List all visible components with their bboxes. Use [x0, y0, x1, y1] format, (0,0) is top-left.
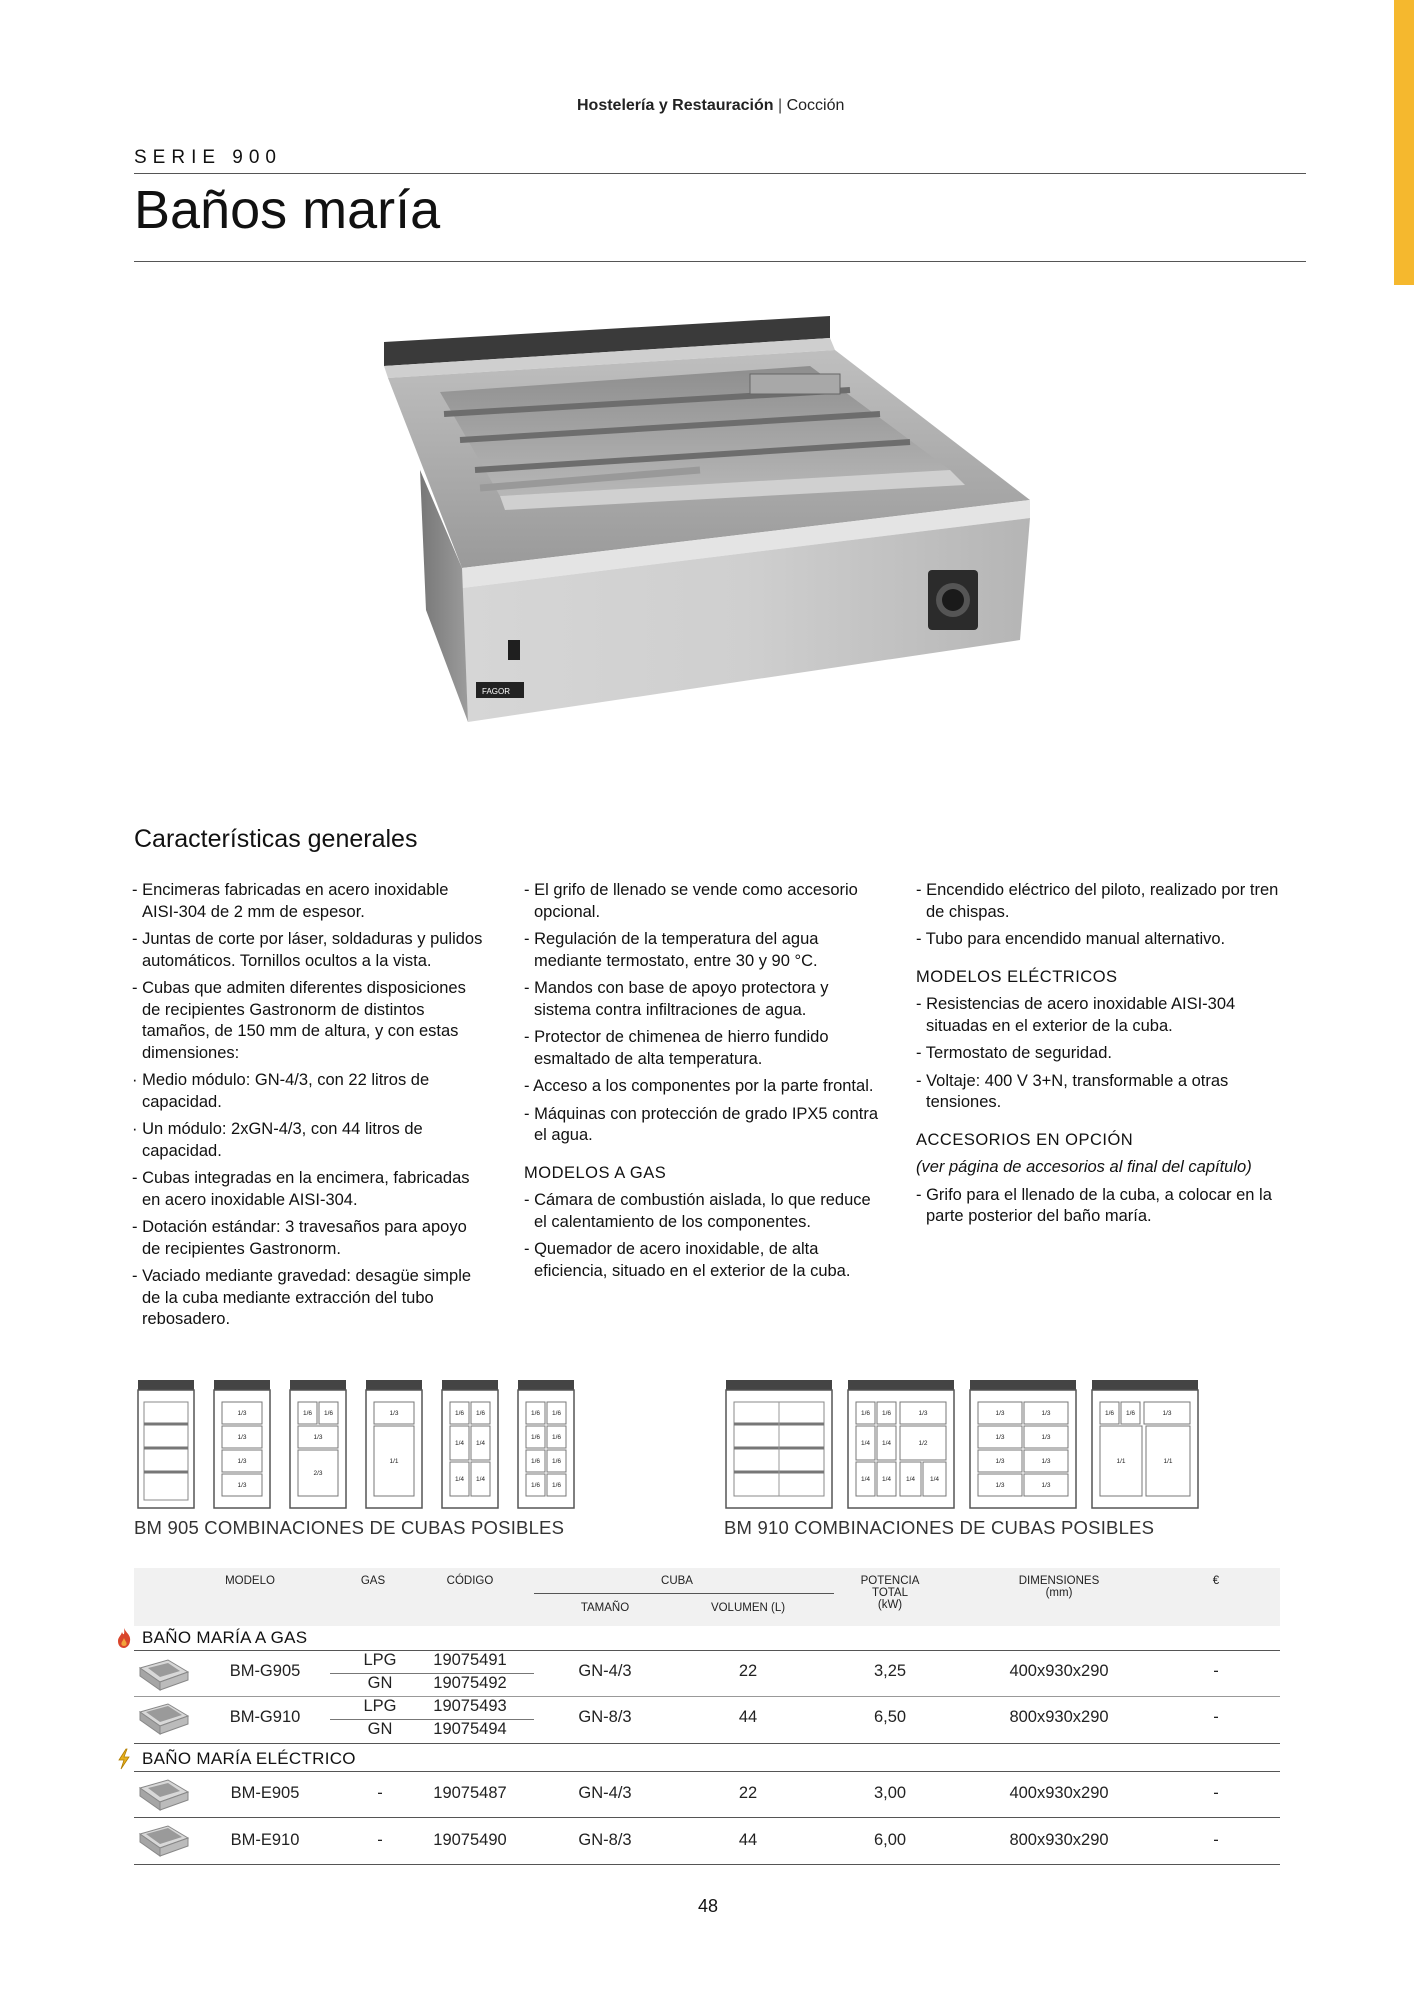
svg-text:1/6: 1/6 — [323, 1410, 334, 1417]
subsection-heading: MODELOS A GAS — [524, 1163, 667, 1182]
bm905-combo-4 — [366, 1380, 422, 1508]
cell-potencia: 3,00 — [873, 1784, 907, 1802]
chapter-tab — [1394, 0, 1414, 285]
th-dimensiones-line1: DIMENSIONES — [1018, 1575, 1100, 1587]
cell-codigo: 19075491 — [433, 1651, 507, 1669]
feature-item: - Encendido eléctrico del piloto, realizado por tren de chispas. — [916, 881, 1279, 921]
feature-item: - Tubo para encendido manual alternativo. — [916, 930, 1226, 948]
svg-text:1/6: 1/6 — [551, 1410, 562, 1417]
bm905-combo-5 — [442, 1380, 498, 1508]
svg-text:1/1: 1/1 — [1163, 1458, 1173, 1465]
svg-text:1/3: 1/3 — [237, 1434, 247, 1441]
bm905-caption: BM 905 COMBINACIONES DE CUBAS POSIBLES — [134, 1517, 565, 1538]
feature-item: - Cubas integradas en la encimera, fabricadas en acero inoxidable AISI-304. — [132, 1169, 470, 1209]
svg-text:1/4: 1/4 — [860, 1440, 871, 1447]
svg-text:1/6: 1/6 — [1104, 1410, 1115, 1417]
svg-text:1/6: 1/6 — [551, 1434, 562, 1441]
cell-modelo: BM-G905 — [229, 1662, 301, 1680]
svg-text:1/3: 1/3 — [1041, 1410, 1051, 1417]
svg-text:1/3: 1/3 — [995, 1434, 1005, 1441]
cell-codigo: 19075490 — [433, 1831, 507, 1849]
cell-precio: - — [1213, 1831, 1219, 1849]
svg-text:1/6: 1/6 — [475, 1410, 486, 1417]
th-volumen: VOLUMEN (L) — [710, 1602, 786, 1614]
bm905-combo-6 — [518, 1380, 574, 1508]
header-category: Hostelería y Restauración — [577, 97, 774, 114]
cell-gas: GN — [367, 1674, 393, 1692]
product-thumb-bm-g910 — [138, 1702, 190, 1736]
svg-text:1/4: 1/4 — [860, 1476, 871, 1483]
svg-text:1/3: 1/3 — [995, 1410, 1005, 1417]
features-column-1 — [132, 880, 484, 1337]
svg-text:1/4: 1/4 — [905, 1476, 916, 1483]
cell-precio: - — [1213, 1662, 1219, 1680]
cell-volumen: 22 — [738, 1784, 758, 1802]
cell-tamano: GN-8/3 — [578, 1708, 632, 1726]
svg-text:1/3: 1/3 — [1162, 1410, 1172, 1417]
svg-text:1/6: 1/6 — [454, 1410, 465, 1417]
cell-volumen: 44 — [738, 1708, 758, 1726]
feature-item: - Dotación estándar: 3 travesaños para apoyo de recipientes Gastronorm. — [132, 1218, 467, 1258]
cell-potencia: 6,00 — [873, 1831, 907, 1849]
svg-text:1/6: 1/6 — [1125, 1410, 1136, 1417]
feature-item: - Termostato de seguridad. — [916, 1044, 1112, 1062]
row-rule — [134, 1743, 1280, 1744]
feature-item: - Grifo para el llenado de la cuba, a colocar en la parte posterior del baño maría. — [916, 1185, 1272, 1225]
feature-item: - Mandos con base de apoyo protectora y sistema contra infiltraciones de agua. — [524, 979, 829, 1019]
feature-item: - Vaciado mediante gravedad: desagüe simple de la cuba mediante extracción del tubo rebosadero. — [132, 1267, 472, 1328]
th-tamano: TAMAÑO — [580, 1602, 630, 1614]
svg-text:1/4: 1/4 — [475, 1440, 486, 1447]
flame-icon — [116, 1627, 132, 1649]
bm910-combo-3 — [970, 1380, 1076, 1508]
svg-text:1/6: 1/6 — [881, 1410, 892, 1417]
page-title: Baños maría — [134, 180, 441, 240]
cell-gas: - — [377, 1784, 383, 1802]
series-label: SERIE 900 — [134, 147, 282, 168]
cell-modelo: BM-E905 — [230, 1784, 300, 1802]
cell-codigo: 19075492 — [433, 1674, 507, 1692]
running-header — [577, 97, 844, 115]
svg-text:1/6: 1/6 — [551, 1458, 562, 1465]
th-potencia-line3: (kW) — [877, 1599, 903, 1611]
cell-potencia: 3,25 — [873, 1662, 907, 1680]
svg-text:1/3: 1/3 — [313, 1434, 323, 1441]
feature-item: - Regulación de la temperatura del agua mediante termostato, entre 30 y 90 °C. — [524, 930, 819, 970]
svg-text:1/4: 1/4 — [929, 1476, 940, 1483]
svg-text:1/6: 1/6 — [551, 1482, 562, 1489]
lightning-icon — [116, 1748, 132, 1770]
cell-codigo: 19075493 — [433, 1697, 507, 1715]
pilot-light — [508, 640, 520, 660]
th-potencia-line2: TOTAL — [872, 1587, 908, 1599]
feature-item: - Juntas de corte por láser, soldaduras y pulidos automáticos. Tornillos ocultos a la vista. — [132, 930, 483, 970]
bm910-combinations — [722, 1380, 1212, 1512]
feature-item: - Máquinas con protección de grado IPX5 contra el agua. — [524, 1104, 879, 1144]
cell-gas: GN — [367, 1720, 393, 1738]
svg-text:1/3: 1/3 — [237, 1458, 247, 1465]
feature-item: · Medio módulo: GN-4/3, con 22 litros de capacidad. — [132, 1071, 430, 1111]
cell-codigo: 19075494 — [433, 1720, 507, 1738]
svg-text:1/3: 1/3 — [237, 1482, 247, 1489]
cell-modelo: BM-E910 — [230, 1831, 300, 1849]
svg-text:1/3: 1/3 — [389, 1410, 399, 1417]
th-precio: € — [1212, 1575, 1220, 1587]
cell-modelo: BM-G910 — [229, 1708, 301, 1726]
cell-gas: LPG — [363, 1697, 397, 1715]
th-potencia — [844, 1575, 936, 1611]
svg-text:1/4: 1/4 — [454, 1440, 465, 1447]
row-rule — [134, 1864, 1280, 1865]
page-number: 48 — [697, 1896, 719, 1916]
svg-text:1/3: 1/3 — [1041, 1482, 1051, 1489]
svg-text:1/3: 1/3 — [995, 1482, 1005, 1489]
svg-text:1/3: 1/3 — [237, 1410, 247, 1417]
cell-dimensiones: 400x930x290 — [1009, 1662, 1109, 1680]
cell-gas: - — [377, 1831, 383, 1849]
bm905-combinations — [134, 1380, 594, 1512]
group-label-electric: BAÑO MARÍA ELÉCTRICO — [142, 1749, 356, 1768]
th-codigo: CÓDIGO — [446, 1575, 494, 1587]
svg-text:1/4: 1/4 — [881, 1440, 892, 1447]
bm910-caption: BM 910 COMBINACIONES DE CUBAS POSIBLES — [724, 1517, 1155, 1538]
svg-text:1/3: 1/3 — [918, 1410, 928, 1417]
th-gas: GAS — [360, 1575, 386, 1587]
bm905-combo-2 — [214, 1380, 270, 1508]
svg-text:1/1: 1/1 — [389, 1458, 399, 1465]
cell-precio: - — [1213, 1784, 1219, 1802]
row-rule — [134, 1817, 1280, 1818]
product-thumb-bm-e910 — [138, 1824, 190, 1858]
bm905-combo-3 — [290, 1380, 346, 1508]
feature-item: - Protector de chimenea de hierro fundido esmaltado de alta temperatura. — [524, 1028, 829, 1068]
group-label-gas: BAÑO MARÍA A GAS — [142, 1628, 308, 1647]
brand-text: FAGOR — [482, 687, 511, 696]
th-cuba: CUBA — [661, 1575, 693, 1587]
cell-volumen: 44 — [738, 1831, 758, 1849]
header-separator: | — [777, 97, 783, 114]
svg-text:1/6: 1/6 — [302, 1410, 313, 1417]
feature-item: · Un módulo: 2xGN-4/3, con 44 litros de capacidad. — [132, 1120, 423, 1160]
cell-potencia: 6,50 — [873, 1708, 907, 1726]
subsection-heading: ACCESORIOS EN OPCIÓN — [916, 1130, 1134, 1149]
svg-text:1/6: 1/6 — [530, 1482, 541, 1489]
accessory-note: (ver página de accesorios al final del capítulo) — [916, 1158, 1252, 1176]
feature-item: - Voltaje: 400 V 3+N, transformable a otras tensiones. — [916, 1071, 1229, 1111]
feature-item: - Cámara de combustión aislada, lo que reduce el calentamiento de los componentes. — [524, 1191, 871, 1231]
cell-precio: - — [1213, 1708, 1219, 1726]
cell-tamano: GN-8/3 — [578, 1831, 632, 1849]
bm910-combo-1 — [726, 1380, 832, 1508]
feature-item: - Resistencias de acero inoxidable AISI-304 situadas en el exterior de la cuba. — [916, 995, 1236, 1035]
group-electric-rule — [134, 1771, 1280, 1772]
cell-tamano: GN-4/3 — [578, 1784, 632, 1802]
cell-gas: LPG — [363, 1651, 397, 1669]
section-title: Características generales — [134, 825, 418, 853]
feature-item: - Acceso a los componentes por la parte frontal. — [524, 1077, 874, 1095]
svg-text:1/4: 1/4 — [881, 1476, 892, 1483]
svg-text:1/6: 1/6 — [530, 1410, 541, 1417]
bm910-combo-2 — [848, 1380, 954, 1508]
svg-text:2/3: 2/3 — [313, 1470, 323, 1477]
bm905-combo-1 — [138, 1380, 194, 1508]
product-thumb-bm-e905 — [138, 1778, 190, 1812]
svg-text:1/6: 1/6 — [530, 1434, 541, 1441]
feature-item: - El grifo de llenado se vende como accesorio opcional. — [524, 881, 858, 921]
title-bottom-rule — [134, 261, 1306, 262]
cell-dimensiones: 800x930x290 — [1009, 1708, 1109, 1726]
svg-text:1/4: 1/4 — [475, 1476, 486, 1483]
group-gas-rule — [134, 1650, 1280, 1651]
feature-item: - Encimeras fabricadas en acero inoxidable AISI-304 de 2 mm de espesor. — [132, 881, 449, 921]
feature-item: - Cubas que admiten diferentes disposiciones de recipientes Gastronorm de distintos tamaños, de 150 mm de altura, y con estas dimensiones: — [132, 979, 466, 1062]
bm910-combo-4 — [1092, 1380, 1198, 1508]
cell-tamano: GN-4/3 — [578, 1662, 632, 1680]
header-subcategory: Cocción — [786, 97, 845, 114]
product-thumb-bm-g905 — [138, 1658, 190, 1692]
subsection-heading: MODELOS ELÉCTRICOS — [916, 967, 1118, 986]
cell-volumen: 22 — [738, 1662, 758, 1680]
title-top-rule — [134, 173, 1306, 174]
th-dimensiones — [1000, 1575, 1118, 1599]
svg-text:1/4: 1/4 — [454, 1476, 465, 1483]
cuba-underline — [534, 1593, 834, 1594]
cell-codigo: 19075487 — [433, 1784, 507, 1802]
feature-item: - Quemador de acero inoxidable, de alta eficiencia, situado en el exterior de la cuba. — [524, 1240, 851, 1280]
svg-text:1/1: 1/1 — [1116, 1458, 1126, 1465]
svg-text:1/6: 1/6 — [530, 1458, 541, 1465]
th-dimensiones-line2: (mm) — [1045, 1587, 1073, 1599]
cell-dimensiones: 400x930x290 — [1009, 1784, 1109, 1802]
svg-text:1/6: 1/6 — [860, 1410, 871, 1417]
row-rule — [134, 1696, 1280, 1697]
product-image — [380, 310, 1040, 740]
svg-text:1/3: 1/3 — [1041, 1434, 1051, 1441]
features-column-3 — [916, 880, 1286, 1234]
svg-text:1/2: 1/2 — [918, 1440, 928, 1447]
cell-dimensiones: 800x930x290 — [1009, 1831, 1109, 1849]
features-column-2 — [524, 880, 884, 1288]
th-potencia-line1: POTENCIA — [860, 1575, 920, 1587]
th-modelo: MODELO — [225, 1575, 275, 1587]
svg-text:1/3: 1/3 — [1041, 1458, 1051, 1465]
svg-text:1/3: 1/3 — [995, 1458, 1005, 1465]
